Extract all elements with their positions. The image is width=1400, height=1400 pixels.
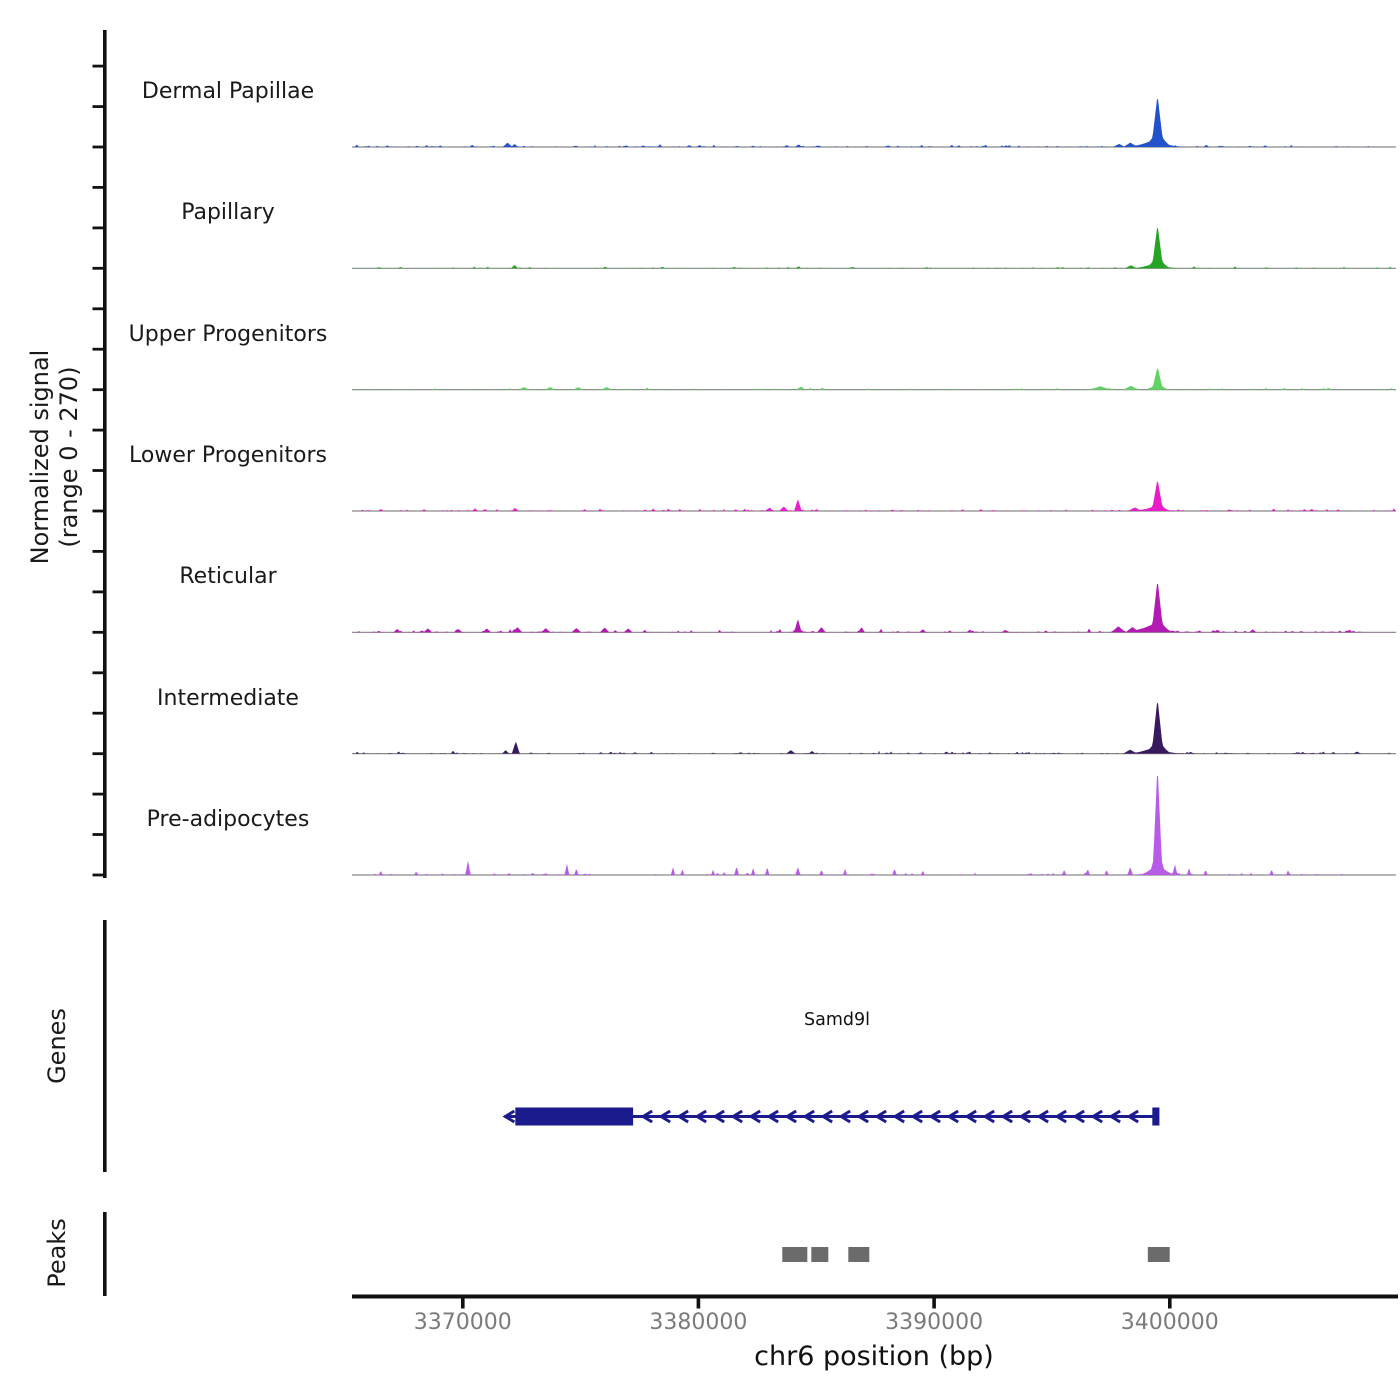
peaks-axis-line: [103, 1212, 107, 1296]
signal-area-track-1: [352, 228, 1396, 268]
gene-exon-thick: [515, 1108, 633, 1126]
x-axis-tick: [697, 1299, 701, 1309]
signal-y-axis-tick: [93, 752, 104, 755]
signal-y-axis-tick: [93, 105, 104, 108]
peak-region: [811, 1247, 828, 1262]
signal-y-axis-tick: [93, 874, 104, 877]
signal-y-axis-tick: [93, 712, 104, 715]
gene-name-label: Samd9l: [804, 1010, 870, 1030]
y-axis-label-line1: Normalized signal: [26, 349, 54, 565]
peak-region: [1148, 1247, 1170, 1262]
signal-area-track-3: [352, 482, 1396, 511]
signal-area-track-5: [352, 703, 1396, 753]
signal-area-track-4: [352, 584, 1396, 632]
signal-y-axis-tick: [93, 186, 104, 189]
peak-region: [848, 1247, 869, 1262]
signal-y-axis-tick: [93, 671, 104, 674]
signal-y-axis-tick: [93, 146, 104, 149]
signal-area-track-6: [352, 776, 1396, 875]
peaks-section-label: Peaks: [43, 1218, 71, 1288]
track-label: Lower Progenitors: [129, 442, 327, 468]
y-axis-label: [26, 315, 84, 599]
x-axis-tick-label: 3390000: [885, 1310, 984, 1335]
x-axis-tick: [461, 1299, 465, 1309]
track-label: Upper Progenitors: [128, 321, 328, 347]
signal-y-axis-tick: [93, 65, 104, 68]
signal-y-axis-tick: [93, 227, 104, 230]
track-label: Intermediate: [157, 685, 299, 711]
genes-section-label: Genes: [43, 1008, 71, 1084]
signal-y-axis-tick: [93, 793, 104, 796]
x-axis-tick: [1168, 1299, 1172, 1309]
signal-y-axis-tick: [93, 631, 104, 634]
signal-y-axis-tick: [93, 469, 104, 472]
x-axis-tick-label: 3400000: [1120, 1310, 1219, 1335]
signal-y-axis-tick: [93, 388, 104, 391]
signal-y-axis-tick: [93, 307, 104, 310]
track-label: Dermal Papillae: [141, 79, 315, 104]
signal-y-axis-tick: [93, 429, 104, 432]
signal-y-axis-tick: [93, 550, 104, 553]
peak-region: [782, 1247, 807, 1262]
x-axis-tick: [932, 1299, 936, 1309]
track-label: Pre-adipocytes: [146, 806, 310, 832]
signal-y-axis-tick: [93, 267, 104, 270]
x-axis-title: chr6 position (bp): [754, 1341, 994, 1372]
signal-y-axis-tick: [93, 833, 104, 836]
x-axis-tick-label: 3370000: [413, 1310, 512, 1335]
x-axis-line: [352, 1295, 1398, 1299]
signal-area-track-2: [352, 369, 1396, 390]
signal-y-axis-tick: [93, 591, 104, 594]
signal-y-axis-line: [103, 30, 107, 878]
signal-area-track-0: [352, 99, 1396, 147]
gene-exon-thin: [1152, 1108, 1159, 1126]
signal-y-axis-tick: [93, 510, 104, 513]
track-label: Reticular: [179, 564, 277, 590]
genes-axis-line: [103, 920, 107, 1172]
x-axis-tick-label: 3380000: [649, 1310, 748, 1335]
y-axis-label-line2: (range 0 - 270): [55, 366, 83, 548]
track-label: Papillary: [181, 200, 275, 226]
signal-y-axis-tick: [93, 348, 104, 351]
